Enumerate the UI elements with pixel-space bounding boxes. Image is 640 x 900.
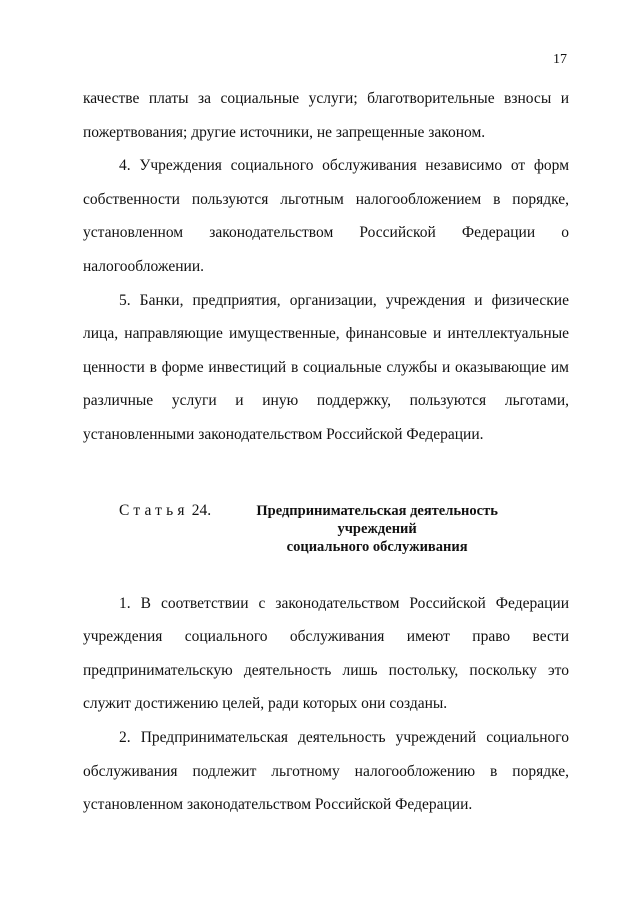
paragraph-item-5: 5. Банки, предприятия, организации, учреждения и физические лица, направляющие имущественные, финансовые и интеллектуальные ценности в форме инвестиций в социальные службы и оказывающие им различные услуги и иную поддержку, пользуются льготами, установленными законодательством Российской Федерации.	[83, 291, 569, 443]
article-title-line-2: социального обслуживания	[286, 538, 468, 555]
document-body	[83, 82, 569, 822]
paragraph-continuation: качестве платы за социальные услуги; благотворительные взносы и пожертвования; другие источники, не запрещенные законом.	[83, 90, 569, 141]
paragraph-article-item-2: 2. Предпринимательская деятельность учреждений социального обслуживания подлежит льготному налогообложению в порядке, установленном законодательством Российской Федерации.	[83, 728, 569, 814]
article-title-line-1: Предпринимательская деятельность учреждений	[256, 502, 498, 537]
paragraph-article-item-1: 1. В соответствии с законодательством Российской Федерации учреждения социального обслуживания имеют право вести предпринимательскую деятельность лишь постольку, поскольку это служит достижению целей, ради которых они созданы.	[83, 594, 569, 713]
article-prefix: Статья	[119, 501, 189, 519]
paragraph-item-4: 4. Учреждения социального обслуживания независимо от форм собственности пользуются льготным налогообложением в порядке, установленном законодательством Российской Федерации о налогообложении.	[83, 157, 569, 275]
page-number: 17	[553, 52, 567, 67]
article-title	[217, 502, 537, 556]
article-number: 24.	[191, 501, 212, 519]
article-heading	[83, 502, 569, 556]
